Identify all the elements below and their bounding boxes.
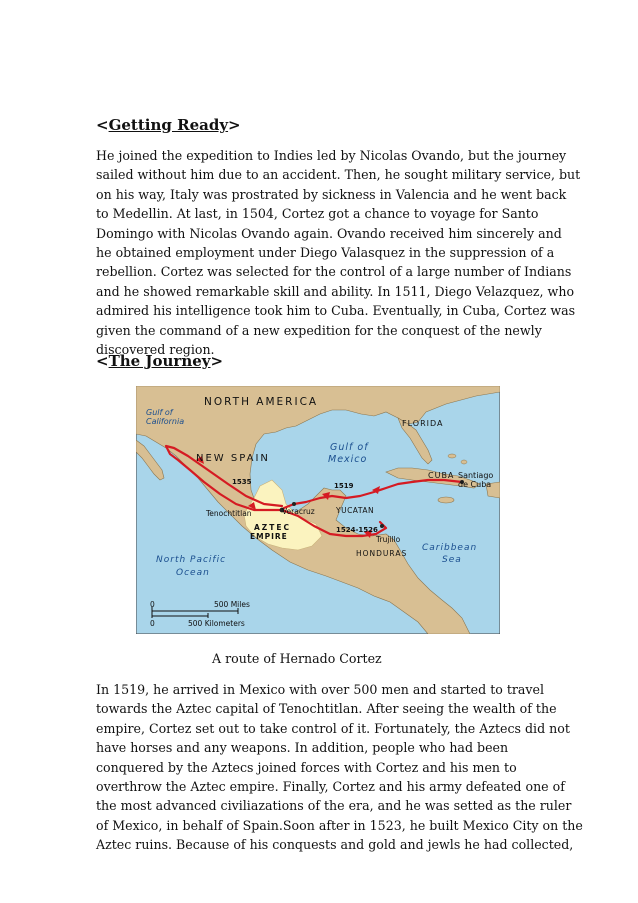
city-dot-trujillo bbox=[380, 524, 384, 528]
scale-miles-label: 500 Miles bbox=[214, 600, 250, 609]
label-santiago: de Cuba bbox=[458, 480, 492, 489]
label-trujillo: Trujillo bbox=[376, 535, 401, 544]
map-land-bahamas bbox=[448, 454, 456, 458]
text-line: on his way, Italy was prostrated by sickness in Valencia and he went back bbox=[96, 186, 567, 202]
label-new-spain: NEW SPAIN bbox=[196, 453, 270, 464]
paragraph-getting-ready bbox=[96, 146, 581, 359]
text-line: towards the Aztec capital of Tenochtitlan. After seeing the wealth of the bbox=[96, 701, 557, 717]
map-land-bahamas bbox=[461, 460, 467, 464]
paragraph-journey bbox=[96, 680, 583, 855]
section-heading-the-journey: <The Journey> bbox=[96, 352, 224, 370]
text-line: discovered region. bbox=[96, 342, 215, 358]
label-aztec-empire: EMPIRE bbox=[250, 532, 288, 541]
scale-zero-km: 0 bbox=[150, 619, 155, 628]
text-line: Aztec ruins. Because of his conquests and gold and jewls he had collected, bbox=[96, 837, 574, 853]
label-north-america: NORTH AMERICA bbox=[204, 396, 319, 408]
label-tenochtitlan: Tenochtitlan bbox=[206, 509, 252, 518]
label-yucatan: YUCATAN bbox=[336, 506, 375, 515]
text-line: In 1519, he arrived in Mexico with over 500 men and started to travel bbox=[96, 682, 545, 697]
label-gulf-of-mexico: Mexico bbox=[328, 454, 368, 465]
label-santiago: Santiago bbox=[458, 471, 494, 480]
text-line: to Medellin. At last, in 1504, Cortez got a chance to voyage for Santo bbox=[96, 206, 539, 222]
text-line: rebellion. Cortez was selected for the control of a large number of Indians bbox=[96, 264, 572, 280]
label-veracruz: Veracruz bbox=[282, 507, 315, 516]
label-gulf-of-california: California bbox=[146, 417, 185, 426]
city-dot-veracruz bbox=[292, 502, 296, 506]
scale-km-label: 500 Kilometers bbox=[188, 619, 245, 628]
map-land-jamaica bbox=[438, 497, 454, 503]
label-year-1524: 1524-1526 bbox=[336, 526, 378, 534]
heading-text: Getting Ready bbox=[108, 116, 229, 134]
text-line: empire, Cortez set out to take control of it. Fortunately, the Aztecs did not bbox=[96, 720, 570, 736]
label-north-pacific-ocean: Ocean bbox=[176, 568, 210, 578]
label-year-1519: 1519 bbox=[334, 482, 354, 490]
scale-zero-miles: 0 bbox=[150, 600, 155, 609]
map-caption: A route of Hernado Cortez bbox=[212, 651, 382, 666]
label-aztec-empire: AZTEC bbox=[254, 523, 291, 532]
text-line: sailed without him due to an accident. Then, he sought military service, but bbox=[96, 167, 581, 183]
text-line: the most advanced civiliazations of the era, and he was setted as the ruler bbox=[96, 798, 572, 814]
text-line: overthrow the Aztec empire. Finally, Cortez and his army defeated one of bbox=[96, 779, 565, 795]
label-cuba: CUBA bbox=[428, 471, 455, 480]
text-line: conquered by the Aztecs joined forces with Cortez and his men to bbox=[96, 759, 517, 775]
text-line: Domingo with Nicolas Ovando again. Ovando received him sincerely and bbox=[96, 225, 562, 241]
label-north-pacific-ocean: North Pacific bbox=[156, 555, 227, 565]
label-year-1535: 1535 bbox=[232, 478, 252, 486]
label-gulf-of-california: Gulf of bbox=[146, 408, 173, 417]
text-line: of Mexico, in behalf of Spain.Soon after in 1523, he built Mexico City on the bbox=[96, 817, 583, 833]
section-heading-getting-ready: <Getting Ready> bbox=[96, 116, 241, 134]
text-line: He joined the expedition to Indies led by Nicolas Ovando, but the journey bbox=[96, 148, 567, 163]
cortez-route-map bbox=[136, 386, 500, 634]
text-line: he obtained employment under Diego Valasquez in the suppression of a bbox=[96, 245, 555, 261]
text-line: have horses and any weapons. In addition, people who had been bbox=[96, 740, 509, 756]
label-florida: FLORIDA bbox=[402, 419, 444, 428]
label-gulf-of-mexico: Gulf of bbox=[330, 442, 369, 453]
text-line: given the command of a new expedition for the conquest of the newly bbox=[96, 322, 542, 338]
label-honduras: HONDURAS bbox=[356, 549, 408, 558]
heading-text: The Journey bbox=[108, 352, 211, 370]
text-line: admired his intelligence took him to Cuba. Eventually, in Cuba, Cortez was bbox=[96, 303, 576, 319]
label-caribbean-sea: Sea bbox=[442, 555, 462, 565]
label-caribbean-sea: Caribbean bbox=[422, 543, 478, 553]
text-line: and he showed remarkable skill and ability. In 1511, Diego Velazquez, who bbox=[96, 283, 575, 299]
